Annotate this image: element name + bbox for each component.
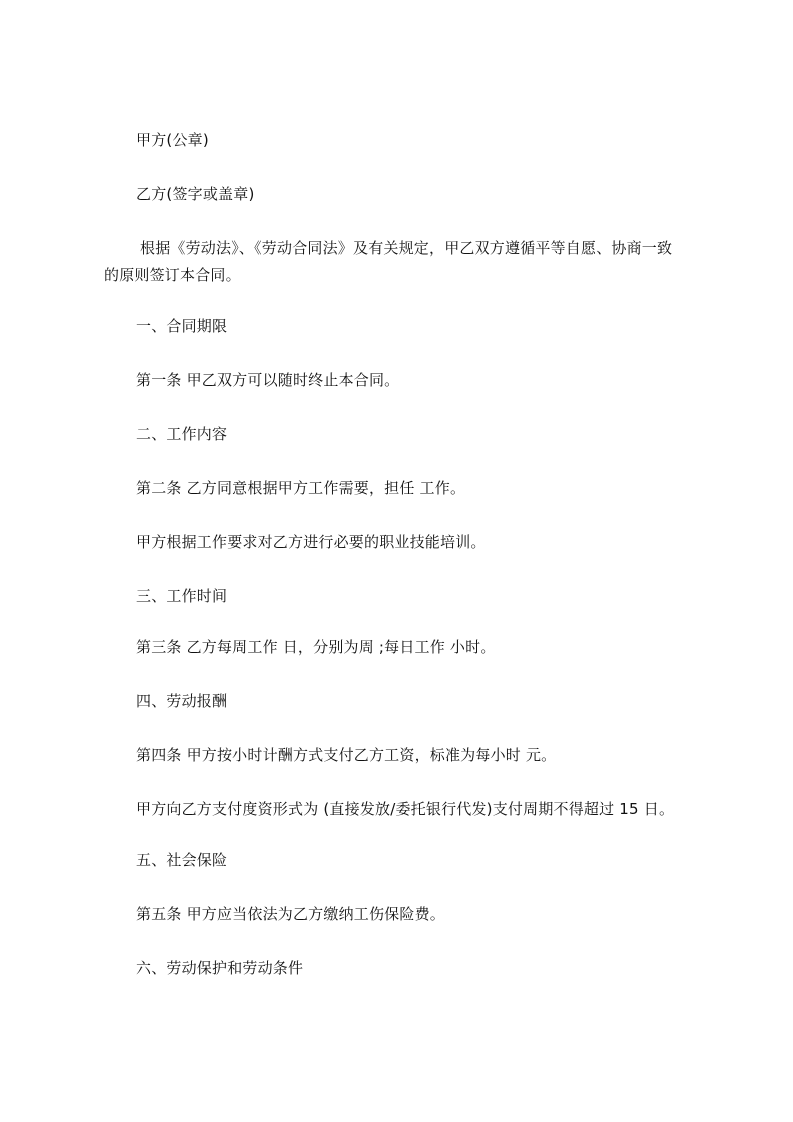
article-3: 第三条 乙方每周工作 日，分别为周 ;每日工作 小时。: [136, 638, 496, 656]
party-a-line: 甲方(公章): [136, 131, 209, 149]
section-heading-work-time: 三、工作时间: [136, 587, 228, 605]
section-heading-work-content: 二、工作内容: [136, 425, 228, 443]
preamble-line-2: 的原则签订本合同。: [104, 266, 241, 284]
party-b-line: 乙方(签字或盖章): [136, 185, 255, 203]
preamble-line-1: 根据《劳动法》、《劳动合同法》及有关规定，甲乙双方遵循平等自愿、协商一致: [140, 239, 673, 257]
section-heading-term: 一、合同期限: [136, 317, 228, 335]
article-5: 第五条 甲方应当依法为乙方缴纳工伤保险费。: [136, 905, 445, 923]
article-2-training: 甲方根据工作要求对乙方进行必要的职业技能培训。: [136, 533, 486, 551]
article-1: 第一条 甲乙双方可以随时终止本合同。: [136, 371, 400, 389]
article-2: 第二条 乙方同意根据甲方工作需要，担任 工作。: [136, 479, 466, 497]
section-heading-remuneration: 四、劳动报酬: [136, 692, 228, 710]
article-4-payment: 甲方向乙方支付度资形式为 (直接发放/委托银行代发)支付周期不得超过 15 日。: [136, 800, 675, 818]
article-4: 第四条 甲方按小时计酬方式支付乙方工资，标准为每小时 元。: [136, 746, 557, 764]
section-heading-social-insurance: 五、社会保险: [136, 851, 228, 869]
section-heading-labor-protection: 六、劳动保护和劳动条件: [136, 959, 304, 977]
